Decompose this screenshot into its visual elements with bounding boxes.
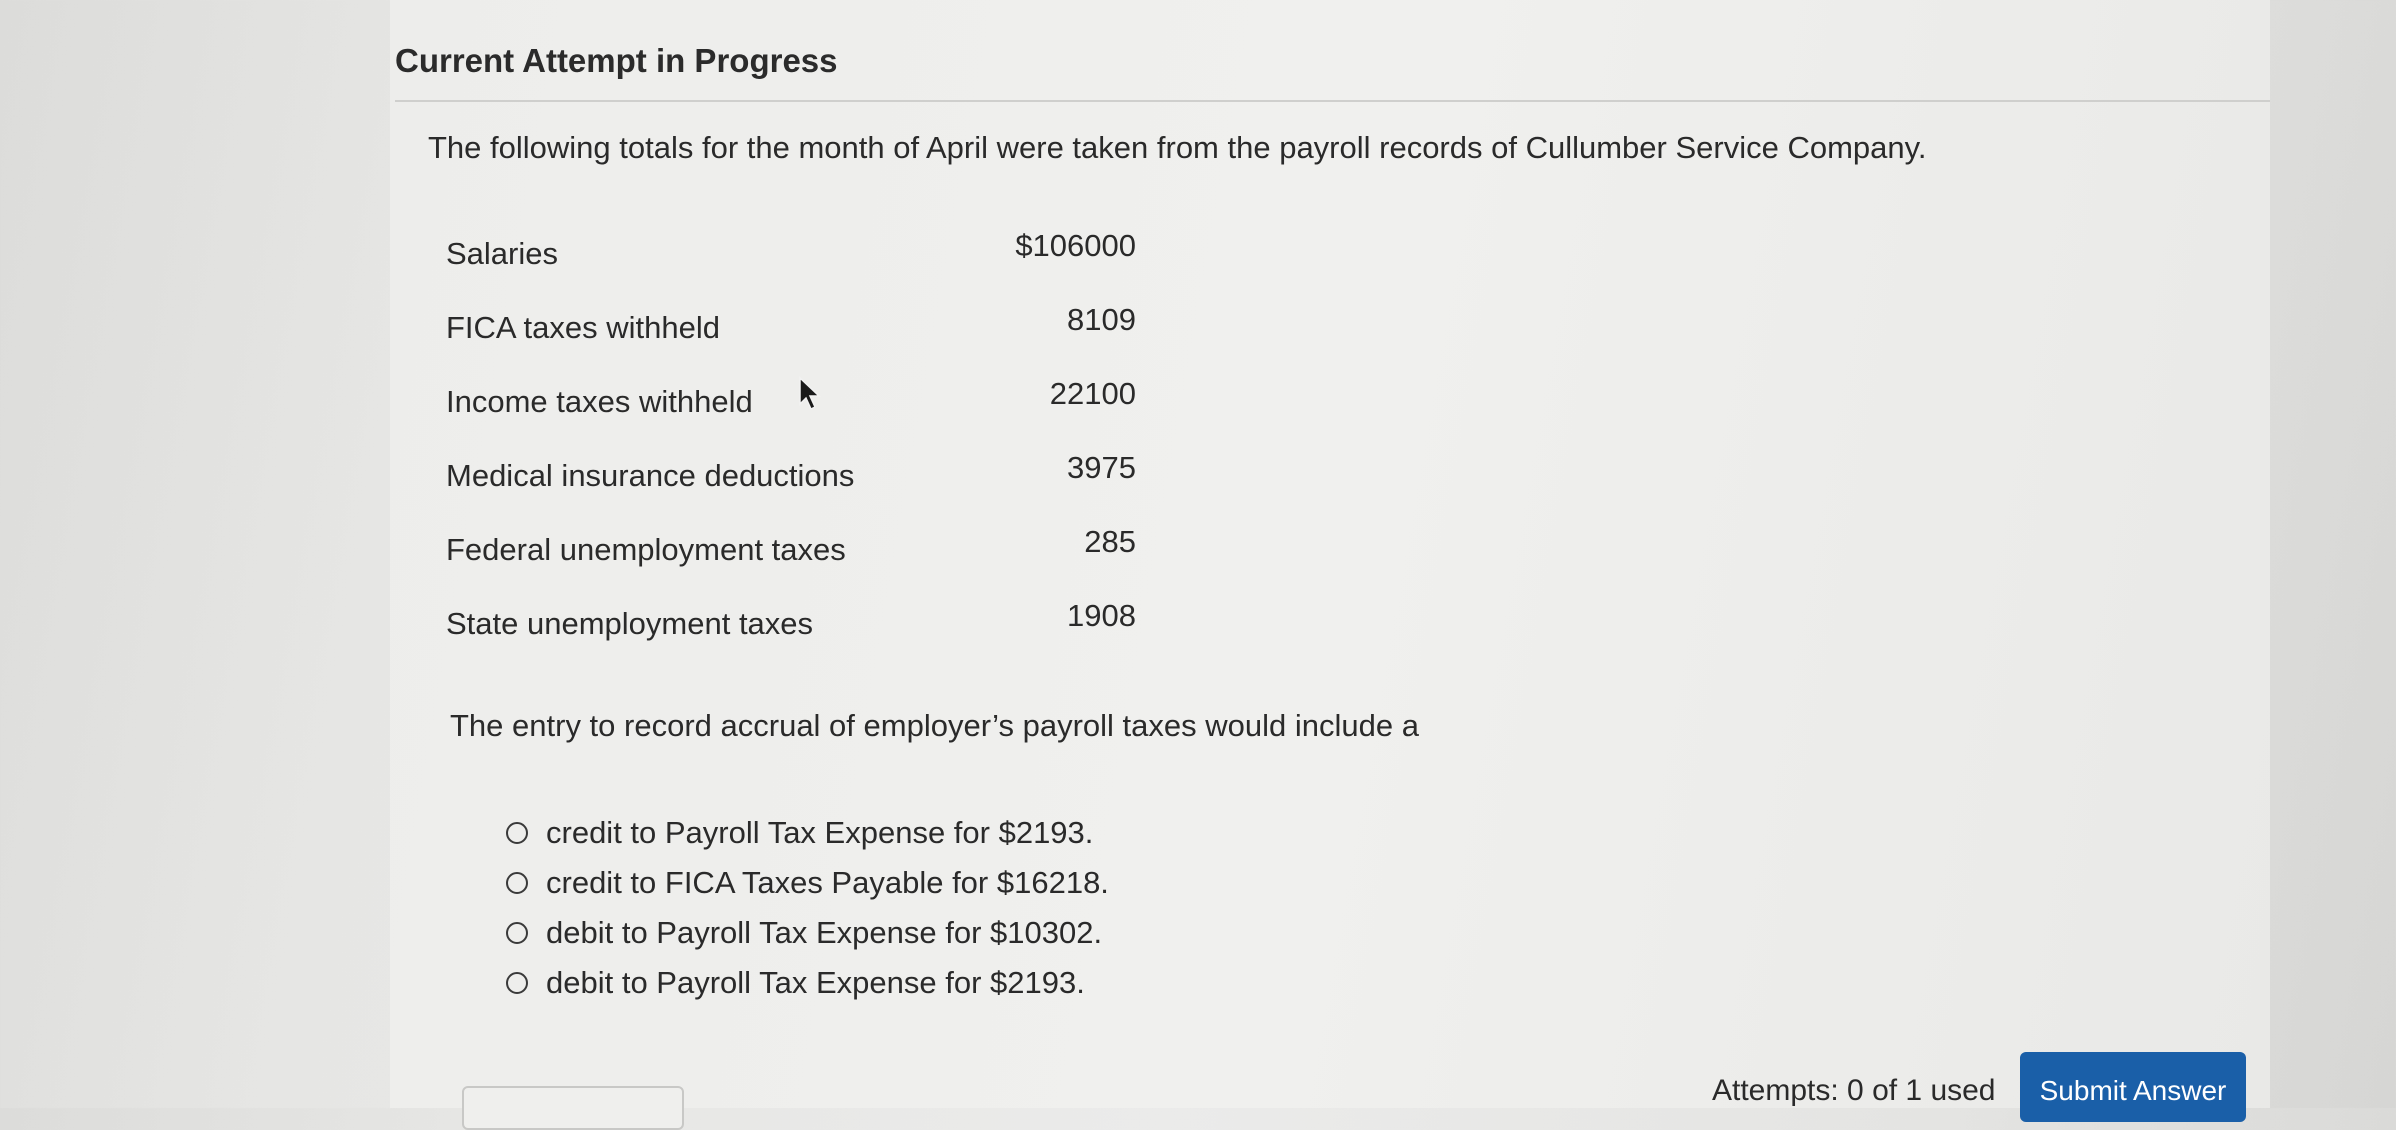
- row-label: Income taxes withheld: [446, 384, 753, 419]
- row-value: 285: [1084, 524, 1136, 559]
- row-value: 1908: [1067, 598, 1136, 633]
- answer-option[interactable]: [506, 958, 1109, 1008]
- mouse-pointer-icon: [798, 376, 824, 412]
- option-label: debit to Payroll Tax Expense for $10302.: [546, 915, 1103, 950]
- question-prompt: The entry to record accrual of employer’s payroll taxes would include a: [450, 708, 1419, 743]
- row-label: Medical insurance deductions: [446, 458, 855, 493]
- answer-option[interactable]: [506, 808, 1109, 858]
- option-label: credit to Payroll Tax Expense for $2193.: [546, 815, 1094, 850]
- footer-action-box[interactable]: [462, 1086, 684, 1130]
- answer-options: [506, 808, 1109, 1008]
- row-label: Salaries: [446, 236, 558, 271]
- row-value: $106000: [1015, 228, 1136, 263]
- row-value: 3975: [1067, 450, 1136, 485]
- radio-button[interactable]: [506, 822, 528, 844]
- row-value: 22100: [1049, 376, 1136, 411]
- answer-option[interactable]: [506, 858, 1109, 908]
- radio-button[interactable]: [506, 872, 528, 894]
- table-row: [446, 366, 1136, 440]
- row-label: State unemployment taxes: [446, 606, 814, 641]
- attempts-counter: Attempts: 0 of 1 used: [1712, 1074, 1996, 1107]
- row-label: FICA taxes withheld: [446, 310, 720, 345]
- answer-option[interactable]: [506, 908, 1109, 958]
- radio-button[interactable]: [506, 972, 528, 994]
- table-row: [446, 440, 1136, 514]
- table-row: [446, 218, 1136, 292]
- option-label: debit to Payroll Tax Expense for $2193.: [546, 965, 1085, 1000]
- question-intro: The following totals for the month of April were taken from the payroll records of Cullumber Service Company.: [428, 130, 1927, 165]
- table-row: [446, 514, 1136, 588]
- table-row: [446, 292, 1136, 366]
- page-title: Current Attempt in Progress: [395, 42, 838, 79]
- radio-button[interactable]: [506, 922, 528, 944]
- option-label: credit to FICA Taxes Payable for $16218.: [546, 865, 1109, 900]
- submit-answer-button[interactable]: Submit Answer: [2020, 1052, 2246, 1122]
- row-label: Federal unemployment taxes: [446, 532, 846, 567]
- header-divider: [395, 100, 2270, 102]
- payroll-data-table: [446, 218, 1136, 662]
- table-row: [446, 588, 1136, 662]
- row-value: 8109: [1067, 302, 1136, 337]
